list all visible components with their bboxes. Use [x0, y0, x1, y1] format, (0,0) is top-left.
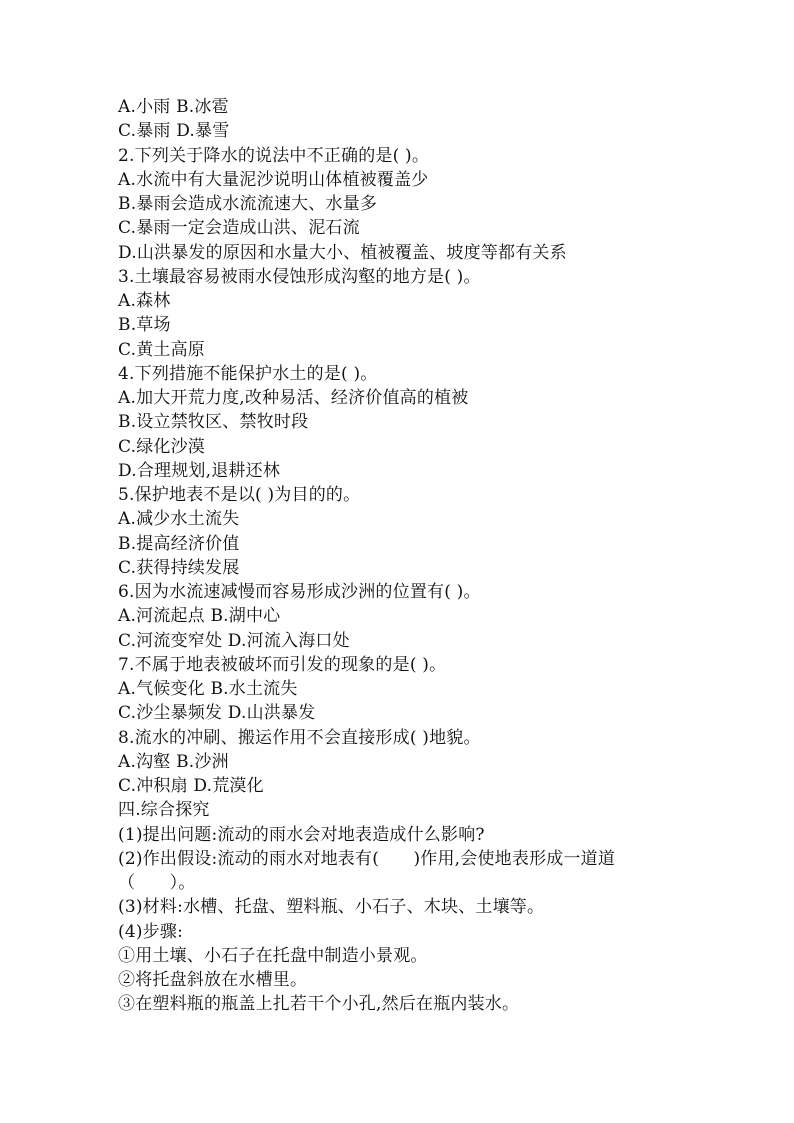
question-line: 5.保护地表不是以( )为目的的。 — [118, 485, 361, 505]
text-line: C.暴雨 D.暴雪 — [118, 121, 230, 142]
step-line: ②将托盘斜放在水槽里。 — [118, 970, 308, 990]
question-line: 7.不属于地表被破坏而引发的现象的是( )。 — [118, 654, 447, 675]
option-line: B.提高经济价值 — [118, 533, 240, 554]
inquiry-line: (4)步骤: — [118, 921, 184, 942]
step-line: ③在塑料瓶的瓶盖上扎若干个小孔,然后在瓶内装水。 — [118, 994, 520, 1015]
option-line: D.合理规划,退耕还林 — [118, 460, 281, 481]
option-line: B.草场 — [118, 315, 171, 336]
inquiry-line: (1)提出问题:流动的雨水会对地表造成什么影响? — [118, 824, 485, 845]
option-line: C.河流变窄处 D.河流入海口处 — [118, 630, 350, 651]
option-line: A.森林 — [118, 291, 171, 311]
question-line: 3.土壤最容易被雨水侵蚀形成沟壑的地方是( )。 — [118, 266, 481, 287]
option-line: A.减少水土流失 — [118, 509, 240, 530]
option-line: C.获得持续发展 — [118, 557, 240, 578]
option-line: C.冲积扇 D.荒漠化 — [118, 776, 264, 796]
question-line: 4.下列措施不能保护水土的是( )。 — [118, 363, 378, 384]
option-line: C.黄土高原 — [118, 339, 206, 360]
inquiry-line: (3)材料:水槽、托盘、塑料瓶、小石子、木块、土壤等。 — [118, 897, 545, 918]
question-line: 6.因为水流速减慢而容易形成沙洲的位置有( )。 — [118, 582, 481, 602]
option-line: D.山洪暴发的原因和水量大小、植被覆盖、坡度等都有关系 — [118, 242, 567, 263]
option-line: C.沙尘暴频发 D.山洪暴发 — [118, 703, 316, 724]
question-line: 8.流水的冲刷、搬运作用不会直接形成( )地貌。 — [118, 727, 481, 748]
option-line: A.加大开荒力度,改种易活、经济价值高的植被 — [118, 388, 469, 408]
question-line: 2.下列关于降水的说法中不正确的是( )。 — [118, 145, 430, 166]
section-heading: 四.综合探究 — [118, 800, 210, 821]
text-line: A.小雨 B.冰雹 — [118, 97, 229, 117]
option-line: A.气候变化 B.水土流失 — [118, 679, 298, 699]
inquiry-line: (2)作出假设:流动的雨水对地表有( )作用,会使地表形成一道道 — [118, 848, 616, 869]
inquiry-line: （ ）。 — [118, 873, 196, 893]
option-line: B.暴雨会造成水流流速大、水量多 — [118, 194, 378, 214]
option-line: A.沟壑 B.沙洲 — [118, 751, 229, 772]
option-line: A.水流中有大量泥沙说明山体植被覆盖少 — [118, 169, 429, 190]
option-line: C.暴雨一定会造成山洪、泥石流 — [118, 218, 360, 239]
document-body — [118, 95, 718, 1017]
option-line: B.设立禁牧区、禁牧时段 — [118, 412, 309, 433]
option-line: A.河流起点 B.湖中心 — [118, 606, 281, 627]
step-line: ①用土壤、小石子在托盘中制造小景观。 — [118, 945, 428, 966]
option-line: C.绿化沙漠 — [118, 436, 206, 457]
